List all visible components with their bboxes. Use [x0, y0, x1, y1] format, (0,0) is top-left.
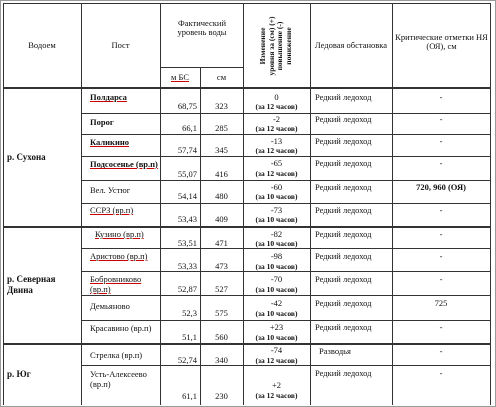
water-level-table [3, 3, 491, 405]
rule-row [81, 203, 491, 204]
level-cm: 471 [215, 238, 228, 248]
change-period: (за 10 часов) [255, 285, 298, 294]
critical-mark: - [439, 92, 443, 102]
rule-row [81, 365, 491, 366]
post-name: Демьяново [90, 301, 130, 311]
level-change: -65 [270, 158, 283, 168]
ice-status: Редкий ледоход [315, 205, 372, 215]
post-name: Каликино [90, 137, 129, 147]
level-mbs: 66,1 [182, 123, 197, 133]
level-mbs: 53,51 [177, 238, 197, 248]
ice-status: Редкий ледоход [315, 114, 372, 124]
change-period: (за 12 часов) [255, 146, 298, 155]
rule-row [81, 295, 491, 296]
ice-status: Редкий ледоход [315, 274, 372, 284]
col-rule [200, 67, 201, 405]
level-mbs: 55,07 [177, 169, 197, 179]
rule-group [3, 226, 491, 228]
ice-status: Редкий ледоход [315, 229, 372, 239]
ice-status: Разводья [319, 346, 351, 356]
post-name: Бобровниково (вр.п) [90, 274, 142, 294]
level-mbs: 52,74 [177, 355, 197, 365]
level-cm: 323 [215, 101, 228, 111]
post-name: Кузино (вр.п) [95, 229, 144, 239]
group-name: р. Юг [7, 369, 31, 379]
col-rule [310, 3, 311, 405]
post-name: Красавино (вр.п) [90, 323, 152, 333]
level-change: -98 [270, 251, 283, 261]
critical-mark: - [439, 251, 443, 261]
change-period: (за 12 часов) [255, 169, 298, 178]
change-period: (за 10 часов) [255, 192, 298, 201]
critical-mark: - [439, 205, 443, 215]
level-change: +2 [271, 380, 282, 390]
level-mbs: 53,43 [177, 214, 197, 224]
level-mbs: 52,87 [177, 284, 197, 294]
rule-row [81, 113, 491, 114]
level-mbs: 51,1 [182, 332, 197, 342]
critical-mark: - [439, 274, 443, 284]
header-unit-cm: см [216, 72, 227, 82]
critical-mark: - [439, 322, 443, 332]
change-period: (за 10 часов) [255, 262, 298, 271]
level-change: -73 [270, 205, 283, 215]
rule-row [81, 320, 491, 321]
critical-mark: - [439, 136, 443, 146]
critical-mark: - [439, 114, 443, 124]
critical-mark: - [439, 229, 443, 239]
ice-status: Редкий ледоход [315, 136, 372, 146]
change-period: (за 10 часов) [255, 333, 298, 342]
change-period: (за 12 часов) [255, 356, 298, 365]
level-cm: 230 [215, 391, 228, 401]
critical-mark: 720, 960 (ОЯ) [416, 182, 466, 192]
level-change: -74 [270, 345, 283, 355]
post-name: Подсосенье (вр.п) [90, 159, 158, 169]
level-change: -42 [270, 298, 283, 308]
post-name: Стрелка (вр.п) [90, 350, 143, 360]
header-actual-level: Фактический уровень воды [177, 18, 227, 37]
rule-row [81, 248, 491, 249]
header-change-box [243, 16, 309, 76]
level-cm: 527 [215, 284, 228, 294]
rule-row [81, 134, 491, 135]
post-name: Усть-Алексеево (вр.п) [90, 369, 147, 389]
col-rule [81, 3, 82, 405]
header-critical: Критические отметки НЯ (ОЯ), см [395, 32, 488, 51]
level-cm: 560 [215, 332, 228, 342]
change-period: (за 10 часов) [255, 215, 298, 224]
ice-status: Редкий ледоход [315, 322, 372, 332]
rule-row [81, 180, 491, 181]
level-mbs: 57,74 [177, 145, 197, 155]
level-change: 0 [274, 92, 279, 102]
col-rule [160, 3, 161, 405]
change-period: (за 10 часов) [255, 239, 298, 248]
change-period: (за 12 часов) [255, 124, 298, 133]
ice-status: Редкий ледоход [315, 298, 372, 308]
level-cm: 409 [215, 214, 228, 224]
ice-status: Редкий ледоход [315, 92, 372, 102]
rule-top [3, 3, 491, 4]
header-change: Изменение уровня за (см) (+) повышение (-) понижение [258, 16, 293, 76]
level-mbs: 53,33 [177, 261, 197, 271]
critical-mark: 725 [434, 298, 448, 308]
group-name: р. Сухона [7, 152, 46, 162]
level-mbs: 54,14 [177, 191, 197, 201]
rule-group [3, 343, 491, 345]
change-period: (за 10 часов) [255, 309, 298, 318]
change-period: (за 12 часов) [255, 391, 298, 400]
level-cm: 340 [215, 355, 228, 365]
post-name: ССРЗ (вр.п) [90, 205, 134, 215]
col-rule [3, 3, 4, 405]
header-ice: Ледовая обстановка [314, 40, 388, 50]
col-rule [490, 3, 491, 405]
ice-status: Редкий ледоход [315, 158, 372, 168]
post-name: Полдарса [90, 92, 127, 102]
critical-mark: - [439, 368, 443, 378]
header-post: Пост [111, 40, 130, 50]
post-name: Вел. Устюг [90, 185, 131, 195]
rule-row [81, 156, 491, 157]
header-unit-mbs: м БС [171, 72, 189, 82]
critical-mark: - [439, 158, 443, 168]
ice-status: Редкий ледоход [315, 368, 372, 378]
rule-units [160, 67, 243, 68]
change-period: (за 12 часов) [255, 102, 298, 111]
rule-row [81, 271, 491, 272]
critical-mark: - [439, 346, 443, 356]
level-mbs: 68,75 [177, 101, 197, 111]
level-change: +23 [269, 322, 284, 332]
level-change: -2 [272, 114, 281, 124]
col-rule [392, 3, 393, 405]
level-mbs: 52,3 [182, 308, 197, 318]
level-cm: 473 [215, 261, 228, 271]
level-cm: 285 [215, 123, 228, 133]
rule-header-bottom [3, 87, 491, 89]
level-cm: 480 [215, 191, 228, 201]
header-water-body: Водоем [28, 40, 56, 50]
group-name: р. Северная Двина [7, 274, 56, 295]
ice-status: Редкий ледоход [315, 182, 372, 192]
level-change: -82 [270, 229, 283, 239]
level-cm: 575 [215, 308, 228, 318]
ice-status: Редкий ледоход [315, 251, 372, 261]
level-change: -70 [270, 274, 283, 284]
level-cm: 345 [215, 145, 228, 155]
level-cm: 416 [215, 169, 228, 179]
post-name: Порог [90, 117, 114, 127]
level-change: -13 [270, 136, 283, 146]
level-change: -60 [270, 182, 283, 192]
level-mbs: 61,1 [182, 391, 197, 401]
post-name: Аристово (вр.п) [90, 251, 148, 261]
